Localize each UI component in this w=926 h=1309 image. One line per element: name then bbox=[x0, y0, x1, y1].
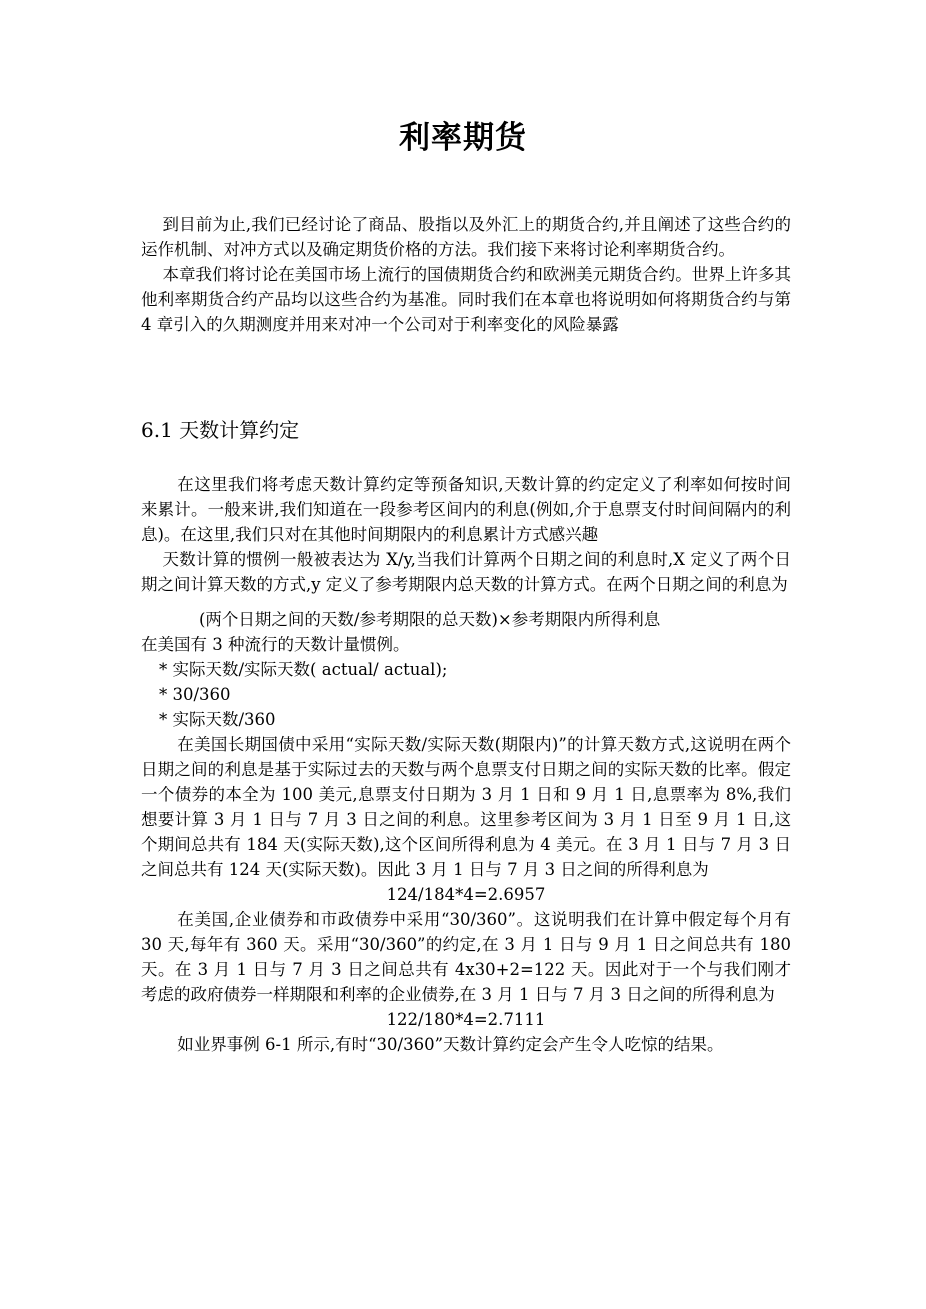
bullet-item-3: * 实际天数/360 bbox=[159, 710, 276, 729]
formula-30-360: 122/180*4=2.7111 bbox=[386, 1010, 546, 1029]
section-paragraph-4: 在美国长期国债中采用“实际天数/实际天数(期限内)”的计算天数方式,这说明在两个日期之间的利息是基于实际过去的天数与两个息票支付日期之间的实际天数的比率。假定一个债券的本全为 100 美元,息票支付日期为 3 月 1 日和 9 月 1 日,息票率为 8%,我们想要计算 3 月 1 日与 7 月 3 日之间的利息。这里参考区间为 3 月 1 日至 9 月 1 日,这个期间总共有 184 天(实际天数),这个区间所得利息为 4 美元。在 3 月 1 日与 7 月 3 日之间总共有 124 天(实际天数)。因此 3 月 1 日与 7 月 3 日之间的所得利息为 bbox=[141, 735, 791, 879]
section-paragraph-3: 在美国有 3 种流行的天数计量惯例。 bbox=[141, 635, 410, 654]
intro-section bbox=[141, 212, 791, 337]
section-paragraph-1: 在这里我们将考虑天数计算约定等预备知识,天数计算的约定定义了利率如何按时间来累计。一般来讲,我们知道在一段参考区间内的利息(例如,介于息票支付时间间隔内的利息)。在这里,我们只对在其他时间期限内的利息累计方式感兴趣 bbox=[141, 475, 791, 544]
section-body bbox=[141, 472, 791, 1057]
intro-paragraph-2: 本章我们将讨论在美国市场上流行的国债期货合约和欧洲美元期货合约。世界上许多其他利率期货合约产品均以这些合约为基准。同时我们在本章也将说明如何将期货合约与第 4 章引入的久期测度并用来对冲一个公司对于利率变化的风险暴露 bbox=[141, 265, 791, 334]
bullet-item-2: * 30/360 bbox=[159, 685, 231, 704]
formula-actual-actual: 124/184*4=2.6957 bbox=[386, 885, 546, 904]
formula-interest-ratio: (两个日期之间的天数/参考期限的总天数)×参考期限内所得利息 bbox=[199, 610, 661, 629]
page-title: 利率期货 bbox=[399, 120, 527, 156]
section-paragraph-5: 在美国,企业债券和市政债券中采用“30/360”。这说明我们在计算中假定每个月有 30 天,每年有 360 天。采用“30/360”的约定,在 3 月 1 日与 9 月 1 日之间总共有 180 天。在 3 月 1 日与 7 月 3 日之间总共有 4x30+2=122 天。因此对于一个与我们刚才考虑的政府债券一样期限和利率的企业债券,在 3 月 1 日与 7 月 3 日之间的所得利息为 bbox=[141, 910, 791, 1004]
bullet-item-1: * 实际天数/实际天数( actual/ actual); bbox=[159, 660, 448, 679]
section-paragraph-6: 如业界事例 6-1 所示,有时“30/360”天数计算约定会产生令人吃惊的结果。 bbox=[177, 1035, 724, 1054]
intro-paragraph-1: 到目前为止,我们已经讨论了商品、股指以及外汇上的期货合约,并且阐述了这些合约的运作机制、对冲方式以及确定期货价格的方法。我们接下来将讨论利率期货合约。 bbox=[141, 215, 791, 259]
section-heading: 6.1 天数计算约定 bbox=[141, 418, 300, 442]
section-paragraph-2: 天数计算的惯例一般被表达为 X/y,当我们计算两个日期之间的利息时,X 定义了两个日期之间计算天数的方式,y 定义了参考期限内总天数的计算方式。在两个日期之间的利息为 bbox=[141, 550, 791, 594]
